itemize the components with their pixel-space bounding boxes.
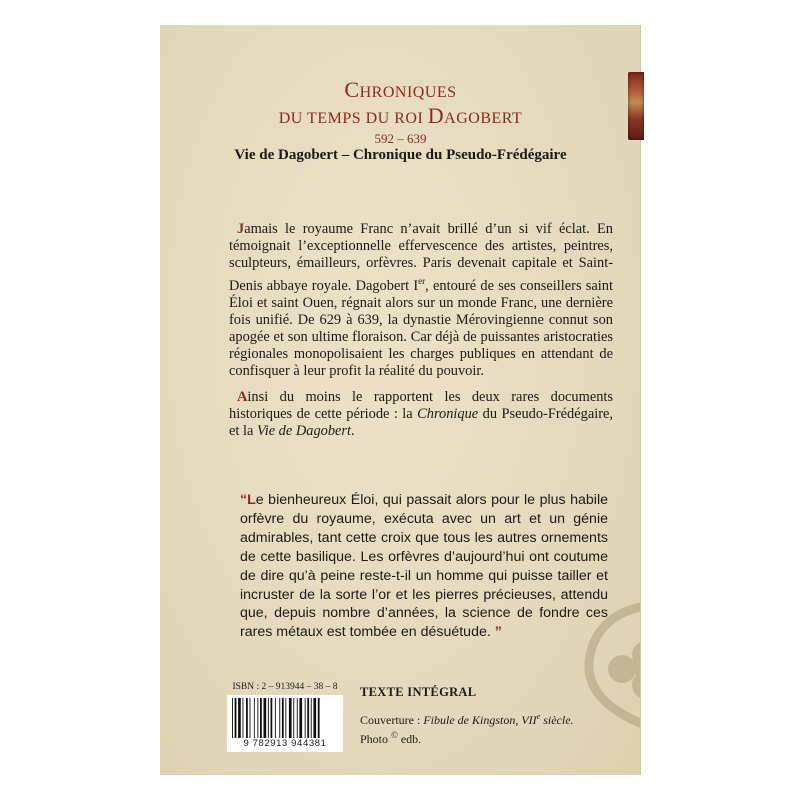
isbn: ISBN : 2 – 913944 – 38 – 8 [232,682,338,692]
credit-century: siècle. [540,713,574,727]
close-quote-mark: ” [490,624,502,641]
superscript: er [418,275,426,286]
title-cap: C [344,77,360,102]
barcode-block [227,682,343,752]
title-rest: HRONIQUES [359,84,457,101]
photo-owner: edb. [397,732,422,746]
cover-credit [360,709,574,747]
italic-title: Vie de Dagobert [256,423,352,440]
title-cap: D [427,103,445,128]
barcode [227,695,343,752]
back-cover [160,25,641,775]
barcode-digits: 9 782913 944381 [230,738,340,751]
title-prefix: DU TEMPS DU ROI [278,110,428,127]
photo-credit-line [360,728,574,747]
paragraph-text: . [351,423,355,440]
summary-paragraph-1 [229,221,613,381]
quotation-text: e bienheureux Éloi, qui passait alors pour le plus habile orfèvre du royaume, exécuta avec un art et un génie admirables, tant cette croix que tous les autres ornements de cette basilique. Les orfèvres d’aujourd’hui ont coutume de dire qu’à peine reste-t-il un homme qui puisse tailler et incruster de la sorte l’or et les pierres précieuses, attendu que, depuis nombre d’années, la science de fondre ces rares métaux est tombée en désuétude. [240,492,608,641]
superscript: e [536,712,541,721]
copyright-icon: © [391,730,398,740]
dropcap: A [237,389,248,405]
paragraph-text: du Pseudo-Frédégaire, et la [229,406,613,440]
spine-ornament-icon [628,72,644,140]
paragraph-text: insi du moins le rapportent les deux rares documents historiques de cette période : la [229,389,613,423]
title-line-1 [160,77,641,103]
open-quote-mark: “ [240,492,248,508]
credit-artwork: Fibule de Kingston, VII [423,713,537,727]
subtitle: Vie de Dagobert – Chronique du Pseudo-Frédégaire [234,147,567,163]
title-rest: AGOBERT [444,110,523,127]
paragraph-text: amais le royaume Franc n’avait brillé d’un si vif éclat. En témoignait l’exceptionnelle effervescence des artistes, peintres, sculpteurs, émailleurs, orfèvres. Paris devenait capitale et Saint-Denis abbaye royale. Dagobert I [229,221,613,294]
paragraph-text: , entouré de ses conseillers saint Éloi et saint Ouen, régnait alors sur un monde Franc, une dernière fois unifié. De 629 à 639, la dynastie Mérovingienne connut son apogée et son ultime floraison. Car déjà de puissantes aristocraties régionales monopolisaient les charges publiques en attendant de confisquer à leur profit la réalité du pouvoir. [229,277,613,380]
italic-title: Chronique [417,406,479,423]
dropcap: J [237,221,245,237]
dates: 592 – 639 [374,131,427,146]
summary-paragraph-2 [229,389,613,441]
photo-label: Photo [360,732,392,746]
integral-text-label: TEXTE INTÉGRAL [360,685,477,699]
dropcap: L [247,492,256,508]
credit-label: Couverture : [360,713,424,727]
title-line-2 [160,103,641,129]
cover-credit-line [360,709,574,728]
barcode-icon [230,698,340,738]
